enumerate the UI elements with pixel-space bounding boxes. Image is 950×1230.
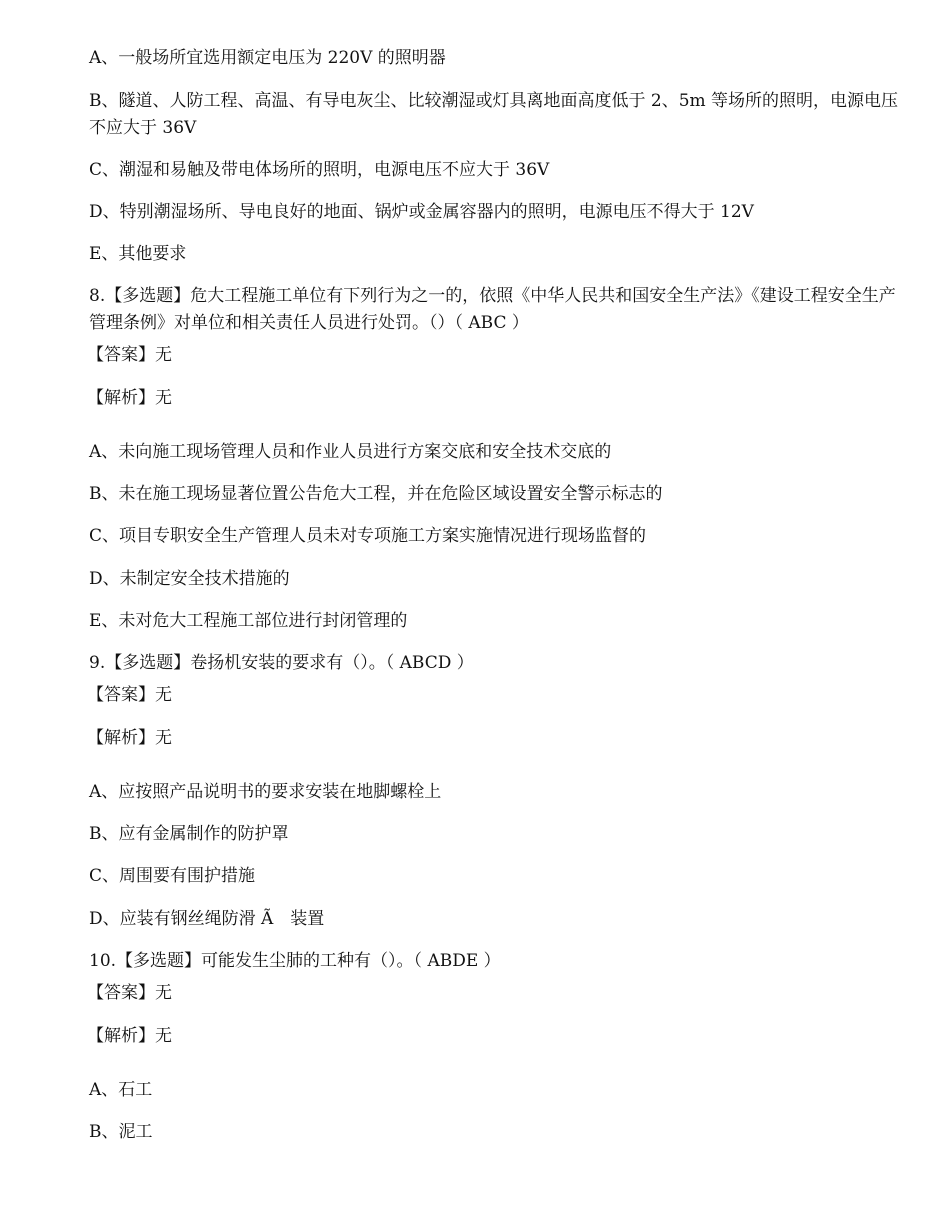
q7-option-d: D、特别潮湿场所、导电良好的地面、锅炉或金属容器内的照明，电源电压不得大于 12V	[89, 202, 754, 222]
q7-option-e: E、其他要求	[89, 244, 187, 264]
q9-option-a: A、应按照产品说明书的要求安装在地脚螺栓上	[89, 782, 442, 802]
q9-answer: 【答案】无	[87, 685, 172, 705]
q10-question: 10.【多选题】可能发生尘肺的工种有（）。（ ABDE ）	[89, 951, 501, 971]
q9-analysis: 【解析】无	[87, 728, 172, 748]
q7-option-a: A、一般场所宜选用额定电压为 220V 的照明器	[89, 48, 446, 68]
q9-option-b: B、应有金属制作的防护罩	[89, 824, 289, 844]
q8-option-b: B、未在施工现场显著位置公告危大工程，并在危险区域设置安全警示标志的	[89, 484, 663, 504]
q9-option-d: D、应装有钢丝绳防滑 Ã 装置	[89, 909, 325, 929]
q8-question: 8.【多选题】危大工程施工单位有下列行为之一的，依照《中华人民共和国安全生产法》《建设工程安全生产管理条例》对单位和相关责任人员进行处罚。（）（ ABC ）	[89, 286, 896, 333]
q9-question: 9.【多选题】卷扬机安装的要求有（）。（ ABCD ）	[89, 653, 474, 673]
q10-option-b: B、泥工	[89, 1122, 153, 1142]
q8-analysis: 【解析】无	[87, 388, 172, 408]
q8-option-d: D、未制定安全技术措施的	[89, 569, 290, 589]
q7-option-c: C、潮湿和易触及带电体场所的照明，电源电压不应大于 36V	[89, 160, 550, 180]
q9-option-c: C、周围要有围护措施	[89, 866, 256, 886]
q8-answer: 【答案】无	[87, 345, 172, 365]
q8-option-e: E、未对危大工程施工部位进行封闭管理的	[89, 611, 408, 631]
q8-option-a: A、未向施工现场管理人员和作业人员进行方案交底和安全技术交底的	[89, 442, 612, 462]
q8-option-c: C、项目专职安全生产管理人员未对专项施工方案实施情况进行现场监督的	[89, 526, 647, 546]
q10-analysis: 【解析】无	[87, 1026, 172, 1046]
q10-answer: 【答案】无	[87, 983, 172, 1003]
q10-option-a: A、石工	[89, 1080, 153, 1100]
q7-option-b: B、隧道、人防工程、高温、有导电灰尘、比较潮湿或灯具离地面高度低于 2、5m 等场所的照明，电源电压不应大于 36V	[89, 91, 899, 138]
